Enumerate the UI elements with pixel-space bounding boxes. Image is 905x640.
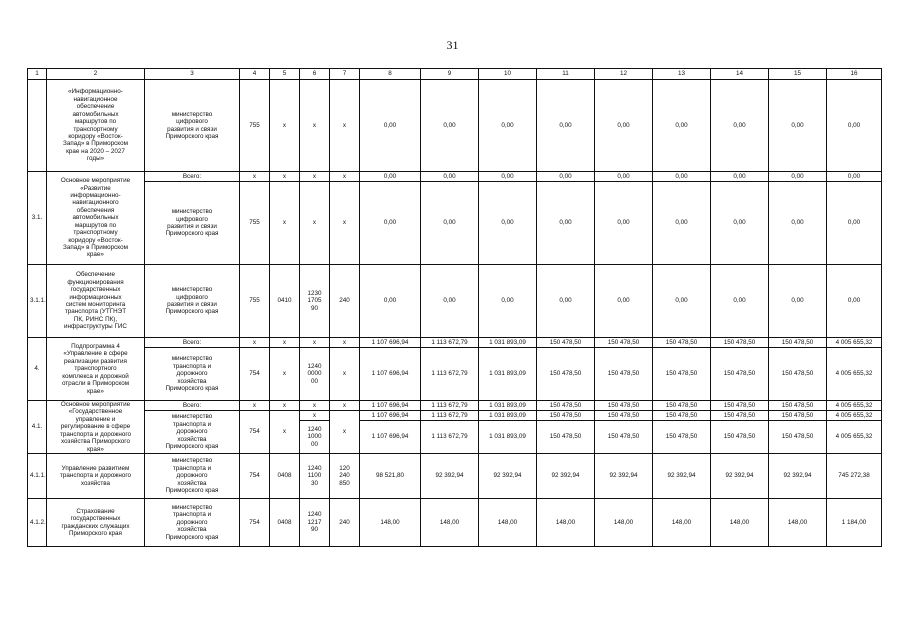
- column-header: 3: [145, 69, 240, 80]
- value-cell: 0,00: [595, 265, 653, 338]
- value-cell: 1 031 893,09: [479, 421, 537, 454]
- value-cell: 150 478,50: [537, 348, 595, 401]
- grbs-cell: 755: [240, 80, 270, 172]
- value-cell: 0,00: [479, 182, 537, 265]
- table-row: [28, 411, 882, 421]
- value-cell: 0,00: [360, 182, 421, 265]
- measure-name: Страхование государственных гражданских служащих Приморского края: [47, 499, 145, 547]
- value-cell: 150 478,50: [711, 401, 769, 411]
- executor-cell: министерство транспорта и дорожного хозяйства Приморского края: [145, 499, 240, 547]
- column-header: 4: [240, 69, 270, 80]
- grbs-cell: 754: [240, 454, 270, 499]
- table-row: [28, 338, 882, 348]
- value-cell: 148,00: [537, 499, 595, 547]
- value-cell: 1 107 696,94: [360, 421, 421, 454]
- grbs-cell: 755: [240, 265, 270, 338]
- value-cell: 148,00: [711, 499, 769, 547]
- value-cell: 4 005 655,32: [827, 401, 882, 411]
- vr-cell: 240: [330, 265, 360, 338]
- value-cell: 0,00: [769, 80, 827, 172]
- value-cell: 0,00: [827, 265, 882, 338]
- column-header: 7: [330, 69, 360, 80]
- rzpr-cell: х: [270, 182, 300, 265]
- vr-cell: 240: [330, 499, 360, 547]
- executor-cell: министерство транспорта и дорожного хозяйства Приморского края: [145, 348, 240, 401]
- value-cell: 150 478,50: [595, 348, 653, 401]
- value-cell: 1 107 696,94: [360, 348, 421, 401]
- value-cell: 148,00: [595, 499, 653, 547]
- value-cell: 0,00: [421, 80, 479, 172]
- value-cell: 150 478,50: [595, 411, 653, 421]
- value-cell: 0,00: [479, 80, 537, 172]
- value-cell: 0,00: [360, 265, 421, 338]
- row-number: 4.: [28, 338, 47, 401]
- header-row: [28, 69, 882, 80]
- row-number: 3.1.1.: [28, 265, 47, 338]
- table-row: [28, 80, 882, 172]
- executor-cell: министерство транспорта и дорожного хозяйства Приморского края: [145, 454, 240, 499]
- measure-name: «Информационно- навигационное обеспечение автомобильных маршрутов по транспортному коридору «Восток- Запад» в Приморском крае на 2020 – 2027 годы»: [47, 80, 145, 172]
- table-row: [28, 454, 882, 499]
- csr-cell: х: [300, 338, 330, 348]
- rzpr-cell: х: [270, 348, 300, 401]
- rzpr-cell: 0408: [270, 499, 300, 547]
- budget-table: [27, 68, 882, 547]
- value-cell: 0,00: [827, 172, 882, 182]
- value-cell: 0,00: [595, 172, 653, 182]
- grbs-cell: 754: [240, 348, 270, 401]
- column-header: 9: [421, 69, 479, 80]
- column-header: 14: [711, 69, 769, 80]
- value-cell: 92 392,94: [769, 454, 827, 499]
- value-cell: 150 478,50: [653, 411, 711, 421]
- table-row: [28, 172, 882, 182]
- value-cell: 0,00: [360, 172, 421, 182]
- value-cell: 150 478,50: [653, 338, 711, 348]
- value-cell: 92 392,94: [479, 454, 537, 499]
- executor-cell: министерство цифрового развития и связи Приморского края: [145, 80, 240, 172]
- value-cell: 1 113 672,79: [421, 411, 479, 421]
- column-header: 12: [595, 69, 653, 80]
- value-cell: 0,00: [711, 182, 769, 265]
- column-header: 15: [769, 69, 827, 80]
- value-cell: 150 478,50: [769, 338, 827, 348]
- value-cell: 98 521,80: [360, 454, 421, 499]
- csr-cell: х: [300, 411, 330, 421]
- value-cell: 150 478,50: [653, 401, 711, 411]
- column-header: 13: [653, 69, 711, 80]
- value-cell: 0,00: [479, 265, 537, 338]
- csr-cell: 1240 1217 90: [300, 499, 330, 547]
- vr-cell: х: [330, 172, 360, 182]
- measure-name: Обеспечение функционирования государственных информационных систем мониторинга транспорта (УТГНЭТ ПК, РИНС ПК), инфраструктуры ГИС: [47, 265, 145, 338]
- rzpr-cell: х: [270, 401, 300, 411]
- value-cell: 148,00: [479, 499, 537, 547]
- vr-cell: х: [330, 338, 360, 348]
- total-label: Всего:: [145, 172, 240, 182]
- value-cell: 92 392,94: [537, 454, 595, 499]
- vr-cell: х: [330, 348, 360, 401]
- value-cell: 150 478,50: [537, 401, 595, 411]
- value-cell: 148,00: [769, 499, 827, 547]
- value-cell: 92 392,94: [711, 454, 769, 499]
- measure-name: Подпрограмма 4 «Управление в сфере реализации развития транспортного комплекса и дорожной отрасли в Приморском крае»: [47, 338, 145, 401]
- value-cell: 150 478,50: [769, 401, 827, 411]
- value-cell: 0,00: [653, 172, 711, 182]
- value-cell: 1 113 672,79: [421, 401, 479, 411]
- csr-cell: х: [300, 401, 330, 411]
- csr-cell: 1240 0000 00: [300, 348, 330, 401]
- value-cell: 150 478,50: [595, 421, 653, 454]
- rzpr-cell: х: [270, 80, 300, 172]
- vr-cell: х: [330, 182, 360, 265]
- rzpr-cell: 0410: [270, 265, 300, 338]
- page-number: 31: [446, 38, 459, 52]
- value-cell: 1 031 893,09: [479, 338, 537, 348]
- column-header: 5: [270, 69, 300, 80]
- table-row: [28, 499, 882, 547]
- value-cell: 148,00: [421, 499, 479, 547]
- vr-cell: х: [330, 401, 360, 411]
- value-cell: 0,00: [421, 182, 479, 265]
- value-cell: 1 031 893,09: [479, 348, 537, 401]
- grbs-cell: 754: [240, 499, 270, 547]
- value-cell: 0,00: [827, 80, 882, 172]
- vr-cell: х: [330, 411, 360, 454]
- value-cell: 150 478,50: [711, 338, 769, 348]
- csr-cell: 1230 1705 90: [300, 265, 330, 338]
- row-number: 4.1.2.: [28, 499, 47, 547]
- value-cell: 1 107 696,94: [360, 338, 421, 348]
- value-cell: 0,00: [537, 182, 595, 265]
- row-number: 3.1.: [28, 172, 47, 265]
- value-cell: 0,00: [421, 172, 479, 182]
- value-cell: 0,00: [421, 265, 479, 338]
- value-cell: 1 107 696,94: [360, 411, 421, 421]
- value-cell: 150 478,50: [769, 411, 827, 421]
- value-cell: 0,00: [537, 80, 595, 172]
- value-cell: 150 478,50: [711, 348, 769, 401]
- value-cell: 0,00: [711, 265, 769, 338]
- value-cell: 0,00: [360, 80, 421, 172]
- grbs-cell: 755: [240, 182, 270, 265]
- value-cell: 0,00: [653, 182, 711, 265]
- row-number: [28, 80, 47, 172]
- value-cell: 4 005 655,32: [827, 348, 882, 401]
- total-label: Всего:: [145, 401, 240, 411]
- value-cell: 92 392,94: [595, 454, 653, 499]
- csr-cell: х: [300, 182, 330, 265]
- value-cell: 148,00: [653, 499, 711, 547]
- value-cell: 0,00: [711, 80, 769, 172]
- executor-cell: министерство цифрового развития и связи Приморского края: [145, 265, 240, 338]
- table-row: [28, 401, 882, 411]
- value-cell: 0,00: [595, 80, 653, 172]
- rzpr-cell: 0408: [270, 454, 300, 499]
- value-cell: 150 478,50: [537, 411, 595, 421]
- value-cell: 92 392,94: [653, 454, 711, 499]
- value-cell: 150 478,50: [595, 401, 653, 411]
- value-cell: 150 478,50: [711, 421, 769, 454]
- rzpr-cell: х: [270, 411, 300, 454]
- executor-cell: министерство транспорта и дорожного хозяйства Приморского края: [145, 411, 240, 454]
- value-cell: 4 005 655,32: [827, 411, 882, 421]
- grbs-cell: х: [240, 338, 270, 348]
- value-cell: 4 005 655,32: [827, 338, 882, 348]
- csr-cell: 1240 1100 30: [300, 454, 330, 499]
- vr-cell: 120 240 850: [330, 454, 360, 499]
- vr-cell: х: [330, 80, 360, 172]
- value-cell: 1 113 672,79: [421, 421, 479, 454]
- grbs-cell: 754: [240, 411, 270, 454]
- value-cell: 148,00: [360, 499, 421, 547]
- value-cell: 0,00: [653, 265, 711, 338]
- rzpr-cell: х: [270, 172, 300, 182]
- value-cell: 0,00: [711, 172, 769, 182]
- value-cell: 150 478,50: [653, 421, 711, 454]
- column-header: 2: [47, 69, 145, 80]
- value-cell: 150 478,50: [537, 421, 595, 454]
- column-header: 8: [360, 69, 421, 80]
- measure-name: Основное мероприятие «Развитие информационно- навигационного обеспечения автомобильных маршрутов по транспортному коридору «Восток- Запад» в Приморском крае»: [47, 172, 145, 265]
- table-row: [28, 348, 882, 401]
- column-header: 1: [28, 69, 47, 80]
- csr-cell: х: [300, 172, 330, 182]
- column-header: 6: [300, 69, 330, 80]
- row-number: 4.1.: [28, 401, 47, 454]
- measure-name: Основное мероприятие «Государственное управление и регулирование в сфере транспорта и дорожного хозяйства Приморского края»: [47, 401, 145, 454]
- value-cell: 0,00: [537, 172, 595, 182]
- column-header: 10: [479, 69, 537, 80]
- value-cell: 0,00: [653, 80, 711, 172]
- grbs-cell: х: [240, 401, 270, 411]
- value-cell: 0,00: [537, 265, 595, 338]
- grbs-cell: х: [240, 172, 270, 182]
- value-cell: 150 478,50: [653, 348, 711, 401]
- value-cell: 150 478,50: [769, 348, 827, 401]
- value-cell: 1 107 696,94: [360, 401, 421, 411]
- rzpr-cell: х: [270, 338, 300, 348]
- value-cell: 0,00: [595, 182, 653, 265]
- csr-cell: 1240 1000 00: [300, 421, 330, 454]
- table-row: [28, 265, 882, 338]
- total-label: Всего:: [145, 338, 240, 348]
- row-number: 4.1.1.: [28, 454, 47, 499]
- measure-name: Управление развитием транспорта и дорожного хозяйства: [47, 454, 145, 499]
- csr-cell: х: [300, 80, 330, 172]
- value-cell: 1 031 893,09: [479, 411, 537, 421]
- value-cell: 1 113 672,79: [421, 348, 479, 401]
- value-cell: 0,00: [827, 182, 882, 265]
- value-cell: 150 478,50: [711, 411, 769, 421]
- value-cell: 92 392,94: [421, 454, 479, 499]
- value-cell: 150 478,50: [595, 338, 653, 348]
- column-header: 11: [537, 69, 595, 80]
- value-cell: 745 272,38: [827, 454, 882, 499]
- column-header: 16: [827, 69, 882, 80]
- value-cell: 1 184,00: [827, 499, 882, 547]
- value-cell: 0,00: [769, 182, 827, 265]
- value-cell: 1 031 893,09: [479, 401, 537, 411]
- value-cell: 4 005 655,32: [827, 421, 882, 454]
- table-row: [28, 182, 882, 265]
- value-cell: 1 113 672,79: [421, 338, 479, 348]
- value-cell: 150 478,50: [769, 421, 827, 454]
- executor-cell: министерство цифрового развития и связи Приморского края: [145, 182, 240, 265]
- value-cell: 150 478,50: [537, 338, 595, 348]
- value-cell: 0,00: [769, 172, 827, 182]
- value-cell: 0,00: [479, 172, 537, 182]
- value-cell: 0,00: [769, 265, 827, 338]
